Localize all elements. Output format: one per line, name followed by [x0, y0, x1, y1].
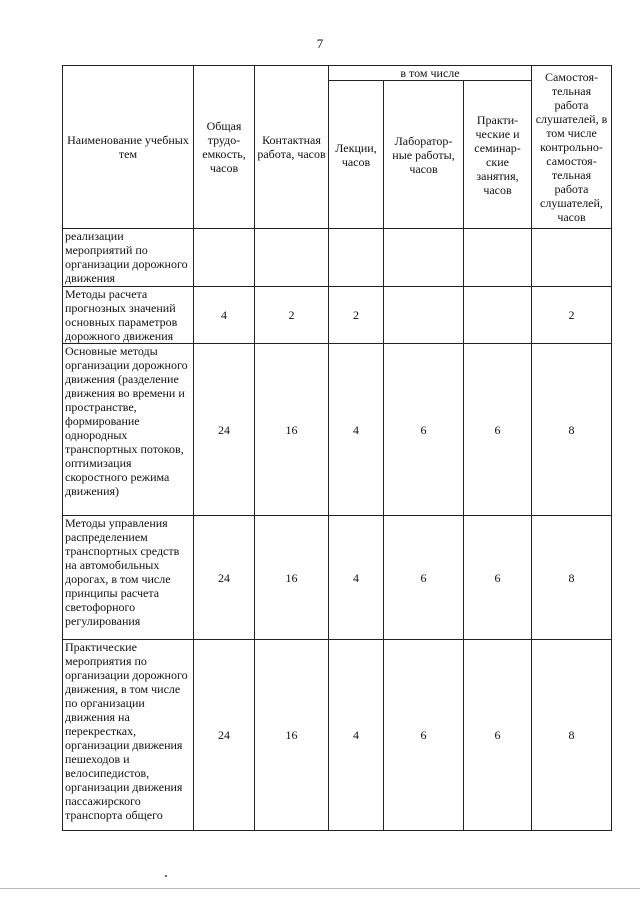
- lab-hours: [384, 229, 464, 287]
- scan-edge-line: [0, 888, 640, 889]
- total-hours: 24: [194, 344, 255, 516]
- topic-name: реализации мероприятий по организации дорожного движения: [63, 229, 194, 287]
- header-self-study: Самостоя-тельная работа слушателей, в том числе контрольно-самостоя-тельная работа слушателей, часов: [532, 66, 612, 229]
- total-hours: [194, 229, 255, 287]
- topic-name: Основные методы организации дорожного движения (разделение движения во времени и пространстве, формирование однородных транспортных потоков, оптимизация скоростного режима движения): [63, 344, 194, 516]
- lab-hours: 6: [384, 516, 464, 640]
- header-lectures: Лекции, часов: [329, 81, 384, 229]
- header-name: Наименование учебных тем: [63, 66, 194, 229]
- table-row: [63, 344, 612, 516]
- contact-hours: 16: [255, 344, 329, 516]
- total-hours: 24: [194, 516, 255, 640]
- contact-hours: 2: [255, 287, 329, 344]
- lecture-hours: 4: [329, 344, 384, 516]
- lab-hours: 6: [384, 640, 464, 831]
- table-row: [63, 229, 612, 287]
- contact-hours: 16: [255, 640, 329, 831]
- scan-speck: [165, 875, 167, 877]
- self-study-hours: [532, 229, 612, 287]
- practice-hours: 6: [464, 516, 532, 640]
- table-row: [63, 640, 612, 831]
- page-number: 7: [316, 36, 324, 51]
- lab-hours: 6: [384, 344, 464, 516]
- header-lab: Лаборатор-ные работы, часов: [384, 81, 464, 229]
- practice-hours: 6: [464, 640, 532, 831]
- header-total-hours: Общая трудо-емкость, часов: [194, 66, 255, 229]
- practice-hours: [464, 229, 532, 287]
- table-row: [63, 516, 612, 640]
- curriculum-table: [62, 65, 612, 831]
- self-study-hours: 8: [532, 344, 612, 516]
- self-study-hours: 2: [532, 287, 612, 344]
- lecture-hours: 4: [329, 516, 384, 640]
- practice-hours: 6: [464, 344, 532, 516]
- topic-name: Методы управления распределением транспортных средств на автомобильных дорогах, в том числе принципы расчета светофорного регулирования: [63, 516, 194, 640]
- header-including: в том числе: [329, 66, 532, 81]
- topic-name: Практические мероприятия по организации дорожного движения, в том числе по организации движения на перекрестках, организации движения пешеходов и велосипедистов, организации движения пассажирского транспорта общего: [63, 640, 194, 831]
- self-study-hours: 8: [532, 640, 612, 831]
- contact-hours: [255, 229, 329, 287]
- lecture-hours: 4: [329, 640, 384, 831]
- lecture-hours: 2: [329, 287, 384, 344]
- practice-hours: [464, 287, 532, 344]
- lecture-hours: [329, 229, 384, 287]
- lab-hours: [384, 287, 464, 344]
- total-hours: 4: [194, 287, 255, 344]
- header-row-top: [63, 66, 612, 81]
- table-row: [63, 287, 612, 344]
- total-hours: 24: [194, 640, 255, 831]
- header-contact-hours: Контактная работа, часов: [255, 66, 329, 229]
- header-practice: Практи-ческие и семинар-ские занятия, часов: [464, 81, 532, 229]
- topic-name: Методы расчета прогнозных значений основных параметров дорожного движения: [63, 287, 194, 344]
- contact-hours: 16: [255, 516, 329, 640]
- self-study-hours: 8: [532, 516, 612, 640]
